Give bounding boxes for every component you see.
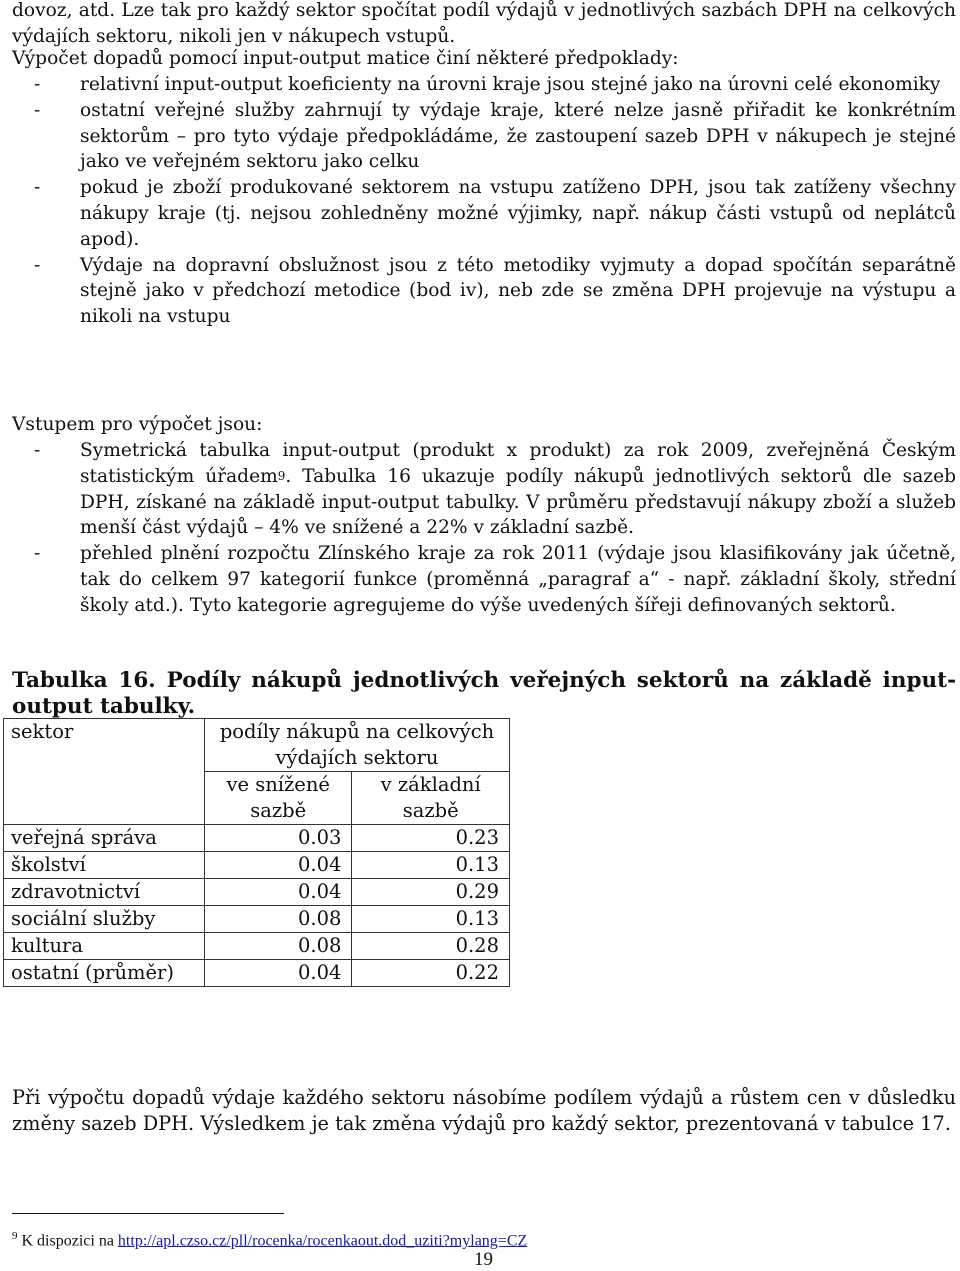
header-sector: sektor [4,719,205,825]
assumptions-list [12,72,956,330]
footnote [12,1225,527,1252]
list-dash: - [34,440,41,461]
cell-sector: kultura [4,933,205,960]
table-header-row [4,719,510,772]
list-dash: - [34,74,41,95]
list-item [12,541,956,618]
cell-reduced: 0.08 [205,906,352,933]
footnote-ref[interactable]: 9 [277,468,286,483]
table-row [4,960,510,987]
cell-sector: sociální služby [4,906,205,933]
list-dash: - [34,99,41,121]
list-item [12,175,956,252]
inputs-list [12,438,956,619]
list-item [12,98,956,175]
list-item-text: Symetrická tabulka input-output (produkt x produkt) za rok 2009, zveřejněná Českým statistickým úřadem [80,440,956,487]
list-item [12,253,956,330]
list-item-text: Výdaje na dopravní obslužnost jsou z této metodiky vyjmuty a dopad spočítán separátně stejně jako v předchozí metodice (bod iv), neb zde se změna DPH projevuje na výstupu a nikoli na vstupu [80,254,956,328]
cell-base: 0.22 [352,960,510,987]
table-row [4,906,510,933]
footnote-text: K dispozici na [21,1232,114,1250]
list-item [12,72,956,98]
cell-reduced: 0.03 [205,825,352,852]
header-reduced-rate: ve snížené sazbě [205,772,352,825]
cell-base: 0.28 [352,933,510,960]
list-dash: - [34,254,41,276]
list-dash: - [34,543,41,565]
purchase-shares-table [3,718,510,987]
list-item-text: přehled plnění rozpočtu Zlínského kraje za rok 2011 (výdaje jsou klasifikovány jak účetně, tak do celkem 97 kategorií funkce (proměnná „paragraf a“ - např. základní školy, střední školy atd.). Tyto kategorie agregujeme do výše uvedených šířeji definovaných sektorů. [80,543,956,616]
list-item-text: relativní input-output koeficienty na úrovni kraje jsou stejné jako na úrovni celé ekonomiky [80,74,941,95]
closing-paragraph: Při výpočtu dopadů výdaje každého sektoru násobíme podílem výdajů a růstem cen v důsledku změny sazeb DPH. Výsledkem je tak změna výdajů pro každý sektor, prezentovaná v tabulce 17. [12,1086,956,1135]
list-item-text: pokud je zboží produkované sektorem na vstupu zatíženo DPH, jsou tak zatíženy všechny nákupy kraje (tj. nejsou zohledněny možné výjimky, např. nákup části vstupů od neplátců apod). [80,177,956,250]
list-dash: - [34,177,41,199]
table-row [4,825,510,852]
list-item-text: ostatní veřejné služby zahrnují ty výdaje kraje, které nelze jasně přiřadit ke konkrétním sektorům – pro tyto výdaje předpokládáme, že zastoupení sazeb DPH v nákupech je stejné jako ve veřejném sektoru jako celku [80,99,956,173]
cell-base: 0.29 [352,879,510,906]
header-base-rate: v základní sazbě [352,772,510,825]
table-row [4,933,510,960]
cell-base: 0.23 [352,825,510,852]
cell-reduced: 0.04 [205,960,352,987]
table-row [4,879,510,906]
cell-base: 0.13 [352,852,510,879]
cell-reduced: 0.08 [205,933,352,960]
assumptions-heading: Výpočet dopadů pomocí input-output matice činí některé předpoklady: [12,48,679,69]
list-item [12,438,956,541]
inputs-heading: Vstupem pro výpočet jsou: [12,414,263,435]
header-group: podíly nákupů na celkových výdajích sektoru [205,719,510,772]
cell-sector: ostatní (průměr) [4,960,205,987]
intro-paragraph: dovoz, atd. Lze tak pro každý sektor spočítat podíl výdajů v jednotlivých sazbách DPH na celkových výdajích sektoru, nikoli jen v nákupech vstupů. [12,0,956,47]
footnote-link[interactable]: http://apl.czso.cz/pll/rocenka/rocenkaout.dod_uziti?mylang=CZ [117,1232,528,1250]
cell-reduced: 0.04 [205,852,352,879]
cell-base: 0.13 [352,906,510,933]
table-caption: Tabulka 16. Podíly nákupů jednotlivých veřejných sektorů na základě input-output tabulky. [12,668,956,719]
inputs-section [12,412,956,619]
calculation-assumptions [12,46,956,330]
cell-sector: zdravotnictví [4,879,205,906]
footnote-divider [12,1213,284,1214]
cell-sector: veřejná správa [4,825,205,852]
page-number: 19 [474,1249,493,1270]
cell-sector: školství [4,852,205,879]
table-row [4,852,510,879]
footnote-number: 9 [12,1230,18,1242]
cell-reduced: 0.04 [205,879,352,906]
list-item-text: . Tabulka 16 ukazuje podíly nákupů jednotlivých sektorů dle sazeb DPH, získané na základě input-output tabulky. V průměru představují nákupy zboží a služeb menší část výdajů – 4% ve snížené a 22% v základní sazbě. [80,465,956,539]
